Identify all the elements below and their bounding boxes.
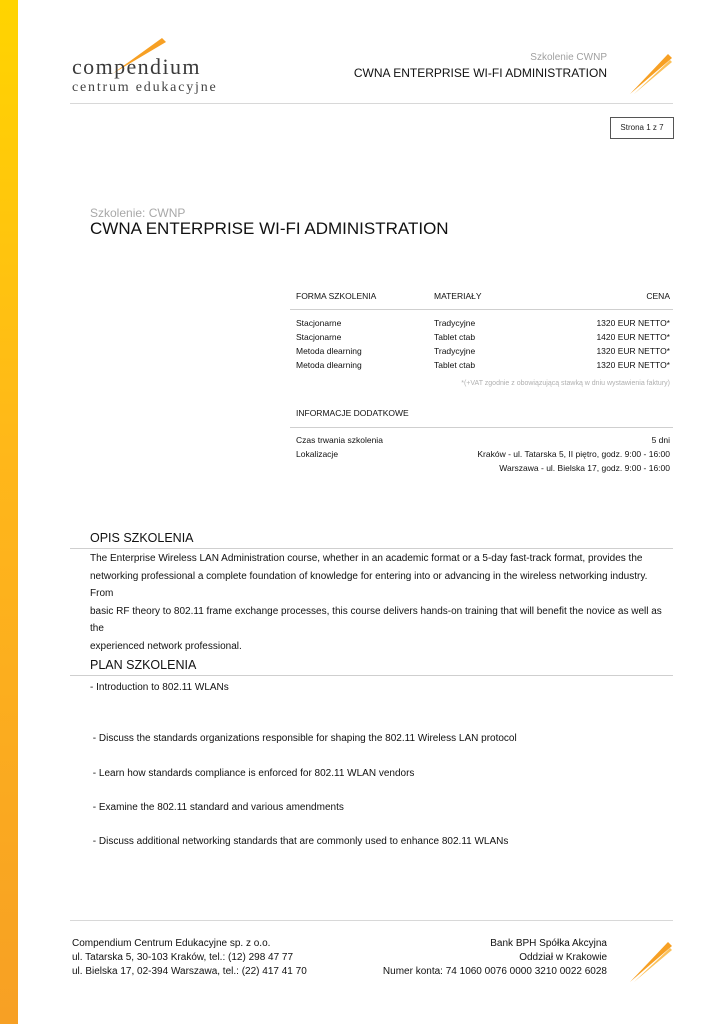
footer-company-info: [72, 937, 307, 979]
course-title: CWNA ENTERPRISE WI-FI ADMINISTRATION: [90, 219, 449, 238]
plan-item: - Discuss additional networking standards that are commonly used to enhance 802.11 WLANs: [90, 836, 509, 847]
description-divider: [70, 548, 673, 549]
footer-address-warszawa: ul. Bielska 17, 02-394 Warszawa, tel.: (22) 417 41 70: [72, 966, 307, 977]
pricing-table-body: [296, 316, 670, 372]
plan-item: - Introduction to 802.11 WLANs: [90, 682, 229, 693]
compendium-logo: [70, 36, 230, 100]
footer-bank-branch: Oddział w Krakowie: [519, 952, 607, 963]
table-header-row: [296, 289, 670, 303]
duration-value: 5 dni: [651, 435, 670, 445]
description-line: The Enterprise Wireless LAN Administration course, whether in an academic format or a 5-day fast-track format, provides the: [90, 553, 643, 564]
footer-divider: [70, 920, 673, 921]
form-cell: Metoda dlearning: [296, 346, 362, 356]
additional-info: [296, 433, 670, 475]
location-krakow: Kraków - ul. Tatarska 5, II piętro, godz. 9:00 - 16:00: [477, 449, 670, 459]
price-cell: 1320 EUR NETTO*: [596, 346, 670, 356]
header-course-title: CWNA ENTERPRISE WI-FI ADMINISTRATION: [353, 66, 607, 80]
header-divider: [70, 103, 673, 104]
header-course-label: Szkolenie CWNP: [530, 52, 607, 63]
column-header-form: FORMA SZKOLENIA: [296, 291, 377, 301]
location-label: Lokalizacje: [296, 449, 339, 459]
side-accent-stripe: [0, 0, 18, 1024]
materials-cell: Tradycyjne: [434, 346, 476, 356]
footer-company-name: Compendium Centrum Edukacyjne sp. z o.o.: [72, 938, 271, 949]
location-row: [296, 447, 670, 461]
table-row: [296, 344, 670, 358]
description-heading: OPIS SZKOLENIA: [90, 531, 194, 545]
page-indicator: Strona 1 z 7: [610, 117, 674, 139]
footer-swoosh-icon: [628, 938, 674, 984]
footer-address-krakow: ul. Tatarska 5, 30-103 Kraków, tel.: (12) 298 47 77: [72, 952, 294, 963]
location-warszawa: Warszawa - ul. Bielska 17, godz. 9:00 - 16:00: [499, 463, 670, 473]
plan-item: - Examine the 802.11 standard and various amendments: [90, 802, 344, 813]
description-text: [90, 550, 670, 655]
footer-bank-account: Numer konta: 74 1060 0076 0000 3210 0022 6028: [382, 966, 607, 977]
form-cell: Metoda dlearning: [296, 360, 362, 370]
duration-label: Czas trwania szkolenia: [296, 435, 383, 445]
description-line: experienced network professional.: [90, 640, 242, 652]
materials-cell: Tablet ctab: [434, 332, 476, 342]
logo-sub-text: centrum edukacyjne: [72, 80, 218, 95]
table-row: [296, 358, 670, 372]
footer-bank-info: [383, 937, 607, 979]
additional-info-heading: INFORMACJE DODATKOWE: [296, 408, 409, 418]
logo-main-text: compendium: [72, 54, 201, 79]
form-cell: Stacjonarne: [296, 318, 342, 328]
column-header-materials: MATERIAŁY: [434, 291, 482, 301]
materials-cell: Tradycyjne: [434, 318, 476, 328]
materials-cell: Tablet ctab: [434, 360, 476, 370]
description-line: networking professional a complete foundation of knowledge for entering into or advancing in the wireless networking industry. From: [90, 570, 648, 599]
plan-item: - Discuss the standards organizations responsible for shaping the 802.11 Wireless LAN protocol: [90, 733, 517, 744]
footer-bank-name: Bank BPH Spółka Akcyjna: [490, 938, 607, 949]
duration-row: [296, 433, 670, 447]
pricing-table-header: [296, 289, 670, 303]
price-cell: 1320 EUR NETTO*: [596, 318, 670, 328]
location-row: [296, 461, 670, 475]
column-header-price: CENA: [646, 291, 670, 301]
info-divider: [290, 427, 673, 428]
vat-note: *(+VAT zgodnie z obowiązującą stawką w dniu wystawienia faktury): [461, 380, 670, 387]
table-divider: [290, 309, 673, 310]
table-row: [296, 316, 670, 330]
header-course-info: [354, 52, 607, 81]
form-cell: Stacjonarne: [296, 332, 342, 342]
plan-heading: PLAN SZKOLENIA: [90, 658, 197, 672]
price-cell: 1320 EUR NETTO*: [596, 360, 670, 370]
price-cell: 1420 EUR NETTO*: [596, 332, 670, 342]
table-row: [296, 330, 670, 344]
plan-divider: [70, 675, 673, 676]
description-line: basic RF theory to 802.11 frame exchange processes, this course delivers hands-on training that will benefit the novice as well as the: [90, 605, 662, 634]
course-subtitle: Szkolenie: CWNP: [90, 206, 186, 220]
plan-item: - Learn how standards compliance is enforced for 802.11 WLAN vendors: [90, 768, 415, 779]
header-swoosh-icon: [628, 50, 674, 96]
